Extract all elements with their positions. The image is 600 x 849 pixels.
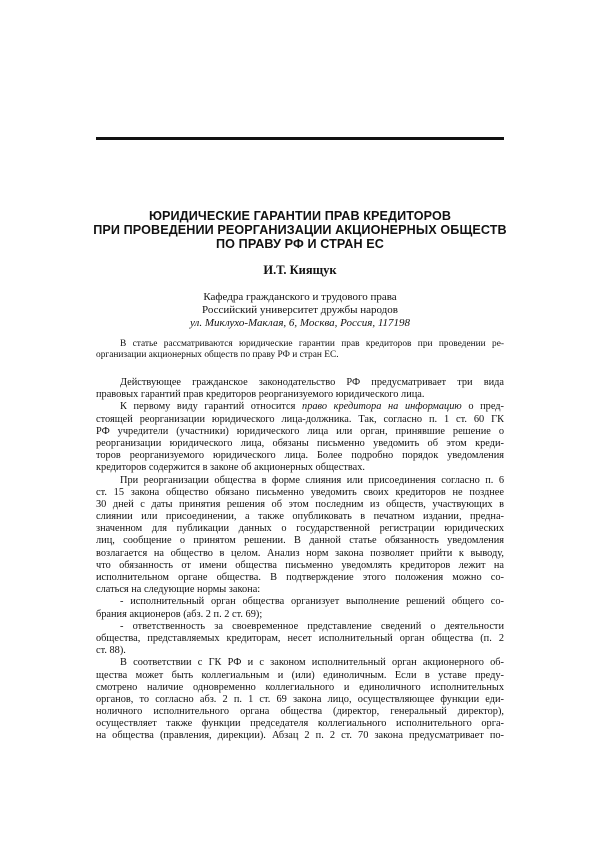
title-line-1: ЮРИДИЧЕСКИЕ ГАРАНТИИ ПРАВ КРЕДИТОРОВ [148,209,452,223]
article-title [92,209,508,251]
title-line-3: ПО ПРАВУ РФ И СТРАН ЕС [216,237,384,251]
abstract [96,339,504,361]
body-line: органов, то согласно абз. 2 п. 1 ст. 69 закона лицо, осуществляющее функции еди- [96,693,504,705]
body-line: лиц, сообщение о принятом решении. В данной статье обязанность уведомления [96,535,504,547]
article-body [96,377,504,743]
body-line: ноличного исполнительного органа общества (директор, генеральный директор), [96,706,504,718]
body-line: При реорганизации общества в форме слияния или присоединения согласно п. 6 [120,474,504,486]
emphasis-term: право кредитора на информацию [302,401,462,413]
body-line: кредиторов содержится в законе об акционерных обществах. [96,462,365,474]
body-line: - ответственность за своевременное представление сведений о деятельности [120,620,504,632]
p2-prefix: К первому виду гарантий относится [120,401,296,413]
body-line: торов реорганизуемого юридического лица. Более подробно порядок уведомления [96,450,504,462]
body-line: РФ учредители (участники) юридического лица или орган, принявшие решение о [96,425,504,437]
title-line-2: ПРИ ПРОВЕДЕНИИ РЕОРГАНИЗАЦИИ АКЦИОНЕРНЫХ ОБЩЕСТВ [93,223,507,237]
body-line: значенном для публикации данных о государственной регистрации юридических [96,523,504,535]
body-line: реорганизации юридического лица, обязаны письменно уведомить об этом креди- [96,437,504,449]
body-line: - исполнительный орган общества организует выполнение решений общего со- [120,596,504,608]
abstract-line: организации акционерных обществ по праву РФ и стран ЕС. [96,350,339,360]
body-line: щества может быть коллегиальным и (или) единоличным. Если в уставе преду- [96,669,504,681]
author-name: И.Т. Киящук [263,263,337,277]
body-line: общества, представляемых кредиторам, несет исполнительный орган общества (п. 2 [96,632,504,644]
body-line: Действующее гражданское законодательство РФ предусматривает три вида [120,377,504,388]
body-line: В соответствии с ГК РФ и с законом исполнительный орган акционерного об- [120,657,504,669]
body-line: слиянии или присоединении, а также опубликовать в печатном издании, предна- [96,511,504,523]
body-line: на общества (правления, дирекции). Абзац 2 п. 2 ст. 70 закона предусматривает по- [96,730,504,742]
header-rule [96,137,504,140]
body-line: осуществляет также функции председателя коллегиального исполнительного орга- [96,718,504,730]
address: ул. Миклухо-Маклая, 6, Москва, Россия, 117198 [189,316,411,329]
body-line: ст. 88). [96,645,126,657]
affiliation [96,291,504,329]
abstract-line: В статье рассматриваются юридические гарантии прав кредиторов при проведении ре- [120,339,504,349]
p2-suffix: о пред- [468,401,504,413]
body-line: смотрено наличие одновременно коллегиального и единоличного исполнительных [96,681,504,693]
body-line: 30 дней с даты принятия решения об этом последним из обществ, участвующих в [96,498,504,510]
body-line: что обязанность от имени общества письменно уведомлять кредиторов лежит на [96,559,504,571]
body-line: ст. 15 закона общество обязано письменно уведомить своих кредиторов не позднее [96,486,504,498]
department: Кафедра гражданского и трудового права [203,291,397,303]
body-line: брания акционеров (абз. 2 п. 2 ст. 69); [96,608,263,620]
university: Российский университет дружбы народов [202,303,398,316]
body-line-with-emphasis [96,401,504,413]
body-line: стоящей реорганизации юридического лица-должника. Так, согласно п. 1 ст. 60 ГК [96,413,504,425]
body-line: слаться на следующие нормы закона: [96,584,261,596]
body-line: исполнительном органе общества. В подтверждение этого положения можно со- [96,572,504,583]
body-line: правовых гарантий прав кредиторов реорганизуемого юридического лица. [96,389,425,401]
body-line: возлагается на общество в целом. Анализ норм закона позволяет прийти к выводу, [96,547,504,559]
